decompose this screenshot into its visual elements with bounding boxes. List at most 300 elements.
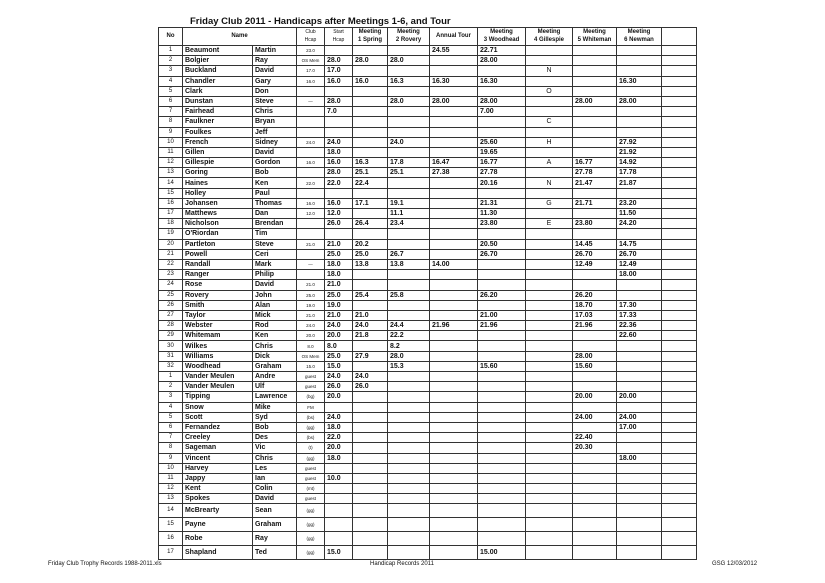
spare-cell <box>662 504 697 518</box>
table-row <box>159 453 697 463</box>
meeting-5-cell <box>573 504 617 518</box>
meeting-1-cell <box>353 270 388 280</box>
spare-cell <box>662 107 697 117</box>
first-name-cell: David <box>253 66 297 76</box>
meeting-4-cell <box>526 239 573 249</box>
row-number-cell: 2 <box>159 56 183 66</box>
meeting-4-cell <box>526 463 573 473</box>
start-hcap-cell: 20.0 <box>325 392 353 402</box>
spare-cell <box>662 392 697 402</box>
start-hcap-cell <box>325 86 353 96</box>
table-row <box>159 300 697 310</box>
start-hcap-cell: 21.0 <box>325 280 353 290</box>
meeting-2-cell: 13.8 <box>388 259 430 269</box>
surname-cell: Nicholson <box>183 219 253 229</box>
club-hcap-cell: (gg) <box>297 546 325 560</box>
meeting-2-cell <box>388 117 430 127</box>
annual-tour-cell <box>430 56 478 66</box>
meeting-1-cell: 20.2 <box>353 239 388 249</box>
first-name-cell: Don <box>253 86 297 96</box>
annual-tour-cell <box>430 402 478 412</box>
first-name-cell: Martin <box>253 46 297 56</box>
surname-cell: Gillen <box>183 147 253 157</box>
meeting-5-cell: 22.40 <box>573 433 617 443</box>
surname-cell: Foulkes <box>183 127 253 137</box>
start-hcap-cell: 18.0 <box>325 147 353 157</box>
row-number-cell: 4 <box>159 76 183 86</box>
meeting-6-cell <box>617 361 662 371</box>
meeting-3-cell <box>478 463 526 473</box>
meeting-2-cell: 24.4 <box>388 321 430 331</box>
start-hcap-cell <box>325 229 353 239</box>
spare-cell <box>662 259 697 269</box>
start-hcap-cell <box>325 532 353 546</box>
annual-tour-cell <box>430 137 478 147</box>
first-name-cell: Alan <box>253 300 297 310</box>
meeting-6-cell: 21.87 <box>617 178 662 188</box>
meeting-5-cell: 28.00 <box>573 351 617 361</box>
first-name-cell: Graham <box>253 361 297 371</box>
club-hcap-cell <box>297 107 325 117</box>
annual-tour-cell <box>430 473 478 483</box>
club-hcap-cell: 15.0 <box>297 361 325 371</box>
meeting-5-cell: 23.80 <box>573 219 617 229</box>
meeting-3-cell: 26.20 <box>478 290 526 300</box>
first-name-cell: Brendan <box>253 219 297 229</box>
first-name-cell: Sean <box>253 504 297 518</box>
first-name-cell: Dick <box>253 351 297 361</box>
spare-cell <box>662 351 697 361</box>
surname-cell: Vincent <box>183 453 253 463</box>
spare-cell <box>662 280 697 290</box>
club-hcap-cell: guest <box>297 463 325 473</box>
meeting-4-cell <box>526 422 573 432</box>
surname-cell: Matthews <box>183 209 253 219</box>
meeting-4-cell <box>526 259 573 269</box>
table-row <box>159 351 697 361</box>
first-name-cell: Jeff <box>253 127 297 137</box>
meeting-6-cell <box>617 463 662 473</box>
meeting-3-cell <box>478 188 526 198</box>
meeting-1-cell: 25.0 <box>353 249 388 259</box>
meeting-6-cell <box>617 117 662 127</box>
table-row <box>159 249 697 259</box>
meeting-1-cell <box>353 188 388 198</box>
spare-cell <box>662 158 697 168</box>
spare-cell <box>662 86 697 96</box>
surname-cell: Ranger <box>183 270 253 280</box>
club-hcap-cell <box>297 219 325 229</box>
spare-cell <box>662 209 697 219</box>
meeting-2-cell: 28.0 <box>388 96 430 106</box>
meeting-6-cell <box>617 351 662 361</box>
meeting-2-cell <box>388 107 430 117</box>
annual-tour-cell <box>430 433 478 443</box>
meeting-6-cell <box>617 494 662 504</box>
meeting-2-cell <box>388 310 430 320</box>
meeting-6-cell: 23.20 <box>617 198 662 208</box>
surname-cell: Woodhead <box>183 361 253 371</box>
row-number-cell: 14 <box>159 178 183 188</box>
annual-tour-cell: 16.30 <box>430 76 478 86</box>
first-name-cell: Ted <box>253 546 297 560</box>
meeting-3-cell: 20.16 <box>478 178 526 188</box>
club-hcap-cell: 25.0 <box>297 290 325 300</box>
meeting-1-cell <box>353 518 388 532</box>
meeting-3-cell: 16.30 <box>478 76 526 86</box>
start-hcap-cell <box>325 127 353 137</box>
meeting-2-cell: 22.2 <box>388 331 430 341</box>
row-number-cell: 17 <box>159 209 183 219</box>
meeting-1-cell: 21.8 <box>353 331 388 341</box>
first-name-cell: Tim <box>253 229 297 239</box>
spare-cell <box>662 484 697 494</box>
surname-cell: Beaumont <box>183 46 253 56</box>
start-hcap-cell: 25.0 <box>325 351 353 361</box>
annual-tour-cell <box>430 280 478 290</box>
spare-cell <box>662 229 697 239</box>
surname-cell: Vander Meulen <box>183 382 253 392</box>
surname-cell: O'Riordan <box>183 229 253 239</box>
meeting-3-cell <box>478 453 526 463</box>
meeting-5-cell <box>573 463 617 473</box>
row-number-cell: 12 <box>159 484 183 494</box>
meeting-2-cell <box>388 412 430 422</box>
spare-cell <box>662 178 697 188</box>
meeting-5-cell <box>573 107 617 117</box>
meeting-1-cell: 24.0 <box>353 321 388 331</box>
meeting-5-cell: 24.00 <box>573 412 617 422</box>
meeting-1-cell: 16.0 <box>353 76 388 86</box>
surname-cell: Snow <box>183 402 253 412</box>
first-name-cell: Thomas <box>253 198 297 208</box>
table-row <box>159 341 697 351</box>
spare-cell <box>662 433 697 443</box>
spare-cell <box>662 66 697 76</box>
meeting-5-cell: 18.70 <box>573 300 617 310</box>
surname-cell: Creeley <box>183 433 253 443</box>
surname-cell: Sageman <box>183 443 253 453</box>
meeting-5-cell: 21.47 <box>573 178 617 188</box>
club-hcap-cell: 24.0 <box>297 321 325 331</box>
club-hcap-cell <box>297 127 325 137</box>
spare-cell <box>662 290 697 300</box>
meeting-3-cell <box>478 86 526 96</box>
table-row <box>159 239 697 249</box>
row-number-cell: 12 <box>159 158 183 168</box>
annual-tour-cell <box>430 331 478 341</box>
annual-tour-cell <box>430 127 478 137</box>
meeting-1-cell <box>353 66 388 76</box>
meeting-5-cell <box>573 147 617 157</box>
col-meeting-2: Meeting 2 Rovery <box>388 28 430 46</box>
meeting-1-cell <box>353 209 388 219</box>
meeting-2-cell <box>388 66 430 76</box>
meeting-2-cell: 19.1 <box>388 198 430 208</box>
annual-tour-cell <box>430 463 478 473</box>
meeting-6-cell <box>617 46 662 56</box>
meeting-3-cell: 26.70 <box>478 249 526 259</box>
table-row <box>159 546 697 560</box>
meeting-4-cell <box>526 331 573 341</box>
spare-cell <box>662 321 697 331</box>
table-row <box>159 259 697 269</box>
start-hcap-cell: 28.0 <box>325 168 353 178</box>
row-number-cell: 2 <box>159 382 183 392</box>
meeting-6-cell: 24.00 <box>617 412 662 422</box>
meeting-6-cell <box>617 290 662 300</box>
club-hcap-cell <box>297 147 325 157</box>
meeting-6-cell <box>617 443 662 453</box>
meeting-4-cell <box>526 443 573 453</box>
footer-filename: Friday Club Trophy Records 1988-2011.xls <box>48 561 162 567</box>
club-hcap-cell: 16.0 <box>297 158 325 168</box>
annual-tour-cell <box>430 66 478 76</box>
row-number-cell: 30 <box>159 341 183 351</box>
row-number-cell: 10 <box>159 463 183 473</box>
row-number-cell: 10 <box>159 137 183 147</box>
meeting-4-cell <box>526 168 573 178</box>
start-hcap-cell <box>325 463 353 473</box>
start-hcap-cell: 20.0 <box>325 331 353 341</box>
row-number-cell: 8 <box>159 117 183 127</box>
annual-tour-cell <box>430 453 478 463</box>
surname-cell: Scott <box>183 412 253 422</box>
annual-tour-cell <box>430 310 478 320</box>
spare-cell <box>662 249 697 259</box>
meeting-6-cell <box>617 127 662 137</box>
club-hcap-cell: (gg) <box>297 453 325 463</box>
meeting-2-cell <box>388 422 430 432</box>
meeting-5-cell <box>573 127 617 137</box>
meeting-4-cell <box>526 392 573 402</box>
spare-cell <box>662 463 697 473</box>
table-row <box>159 56 697 66</box>
table-row <box>159 96 697 106</box>
spare-cell <box>662 341 697 351</box>
meeting-2-cell <box>388 402 430 412</box>
meeting-6-cell: 17.33 <box>617 310 662 320</box>
table-row <box>159 107 697 117</box>
spare-cell <box>662 56 697 66</box>
surname-cell: Chandler <box>183 76 253 86</box>
meeting-1-cell <box>353 546 388 560</box>
table-row <box>159 188 697 198</box>
club-hcap-cell <box>297 86 325 96</box>
meeting-5-cell <box>573 518 617 532</box>
meeting-5-cell: 28.00 <box>573 96 617 106</box>
row-number-cell: 1 <box>159 372 183 382</box>
row-number-cell: 8 <box>159 443 183 453</box>
meeting-2-cell <box>388 463 430 473</box>
surname-cell: Taylor <box>183 310 253 320</box>
meeting-3-cell <box>478 382 526 392</box>
annual-tour-cell <box>430 392 478 402</box>
surname-cell: French <box>183 137 253 147</box>
meeting-1-cell <box>353 96 388 106</box>
meeting-3-cell <box>478 331 526 341</box>
start-hcap-cell <box>325 518 353 532</box>
meeting-2-cell <box>388 433 430 443</box>
surname-cell: Whitemam <box>183 331 253 341</box>
meeting-1-cell <box>353 46 388 56</box>
row-number-cell: 16 <box>159 198 183 208</box>
meeting-3-cell <box>478 433 526 443</box>
table-row <box>159 310 697 320</box>
meeting-3-cell: 15.60 <box>478 361 526 371</box>
spare-cell <box>662 300 697 310</box>
annual-tour-cell <box>430 341 478 351</box>
meeting-3-cell <box>478 532 526 546</box>
meeting-5-cell <box>573 229 617 239</box>
meeting-3-cell <box>478 351 526 361</box>
first-name-cell: Andre <box>253 372 297 382</box>
meeting-3-cell <box>478 259 526 269</box>
spare-cell <box>662 137 697 147</box>
spare-cell <box>662 518 697 532</box>
meeting-6-cell <box>617 56 662 66</box>
meeting-4-cell <box>526 209 573 219</box>
first-name-cell: Philip <box>253 270 297 280</box>
first-name-cell: Les <box>253 463 297 473</box>
surname-cell: Fairhead <box>183 107 253 117</box>
annual-tour-cell <box>430 147 478 157</box>
annual-tour-cell <box>430 229 478 239</box>
surname-cell: Holley <box>183 188 253 198</box>
annual-tour-cell <box>430 361 478 371</box>
meeting-5-cell <box>573 86 617 96</box>
first-name-cell: Graham <box>253 518 297 532</box>
meeting-4-cell: E <box>526 219 573 229</box>
meeting-2-cell <box>388 518 430 532</box>
row-number-cell: 11 <box>159 473 183 483</box>
meeting-6-cell: 11.50 <box>617 209 662 219</box>
meeting-5-cell <box>573 532 617 546</box>
first-name-cell: Chris <box>253 341 297 351</box>
start-hcap-cell: 16.0 <box>325 76 353 86</box>
row-number-cell: 6 <box>159 422 183 432</box>
meeting-3-cell: 28.00 <box>478 56 526 66</box>
spare-cell <box>662 412 697 422</box>
meeting-3-cell: 27.78 <box>478 168 526 178</box>
surname-cell: Wilkes <box>183 341 253 351</box>
first-name-cell: Syd <box>253 412 297 422</box>
start-hcap-cell: 24.0 <box>325 412 353 422</box>
meeting-1-cell <box>353 392 388 402</box>
table-row <box>159 361 697 371</box>
meeting-1-cell: 13.8 <box>353 259 388 269</box>
meeting-1-cell <box>353 402 388 412</box>
annual-tour-cell: 28.00 <box>430 96 478 106</box>
row-number-cell: 21 <box>159 249 183 259</box>
first-name-cell: Paul <box>253 188 297 198</box>
club-hcap-cell: 21.0 <box>297 310 325 320</box>
meeting-3-cell <box>478 66 526 76</box>
annual-tour-cell <box>430 188 478 198</box>
meeting-3-cell <box>478 504 526 518</box>
meeting-2-cell <box>388 46 430 56</box>
meeting-4-cell <box>526 107 573 117</box>
table-row <box>159 117 697 127</box>
meeting-4-cell: N <box>526 66 573 76</box>
meeting-3-cell <box>478 473 526 483</box>
table-row <box>159 46 697 56</box>
annual-tour-cell <box>430 532 478 546</box>
table-row <box>159 484 697 494</box>
row-number-cell: 25 <box>159 290 183 300</box>
table-row <box>159 178 697 188</box>
meeting-3-cell <box>478 270 526 280</box>
annual-tour-cell <box>430 249 478 259</box>
meeting-1-cell: 26.0 <box>353 382 388 392</box>
col-meeting-3: Meeting 3 Woodhead <box>478 28 526 46</box>
meeting-5-cell: 20.00 <box>573 392 617 402</box>
first-name-cell: Lawrence <box>253 392 297 402</box>
meeting-2-cell <box>388 372 430 382</box>
meeting-3-cell: 21.96 <box>478 321 526 331</box>
meeting-5-cell <box>573 117 617 127</box>
first-name-cell: Gordon <box>253 158 297 168</box>
surname-cell: Kent <box>183 484 253 494</box>
start-hcap-cell <box>325 117 353 127</box>
start-hcap-cell: 10.0 <box>325 473 353 483</box>
meeting-6-cell: 26.70 <box>617 249 662 259</box>
meeting-1-cell <box>353 422 388 432</box>
table-row <box>159 321 697 331</box>
row-number-cell: 1 <box>159 46 183 56</box>
meeting-3-cell <box>478 494 526 504</box>
meeting-2-cell <box>388 453 430 463</box>
meeting-3-cell <box>478 518 526 532</box>
meeting-3-cell <box>478 484 526 494</box>
spare-cell <box>662 402 697 412</box>
meeting-1-cell <box>353 107 388 117</box>
first-name-cell: Steve <box>253 96 297 106</box>
club-hcap-cell: 16.0 <box>297 198 325 208</box>
row-number-cell: 7 <box>159 107 183 117</box>
table-row <box>159 168 697 178</box>
meeting-6-cell <box>617 66 662 76</box>
annual-tour-cell: 27.38 <box>430 168 478 178</box>
annual-tour-cell <box>430 351 478 361</box>
meeting-2-cell <box>388 270 430 280</box>
table-row <box>159 127 697 137</box>
club-hcap-cell: 19.0 <box>297 300 325 310</box>
table-row <box>159 229 697 239</box>
spare-cell <box>662 453 697 463</box>
meeting-5-cell <box>573 46 617 56</box>
meeting-5-cell <box>573 270 617 280</box>
meeting-2-cell <box>388 280 430 290</box>
meeting-1-cell <box>353 127 388 137</box>
start-hcap-cell: 20.0 <box>325 443 353 453</box>
meeting-4-cell <box>526 484 573 494</box>
first-name-cell: Gary <box>253 76 297 86</box>
meeting-4-cell: N <box>526 178 573 188</box>
col-spare <box>662 28 697 46</box>
club-hcap-cell: 21.0 <box>297 239 325 249</box>
club-hcap-cell: (bg) <box>297 392 325 402</box>
first-name-cell: Mike <box>253 402 297 412</box>
meeting-1-cell <box>353 494 388 504</box>
meeting-2-cell <box>388 188 430 198</box>
table-row <box>159 473 697 483</box>
start-hcap-cell: 26.0 <box>325 219 353 229</box>
spare-cell <box>662 494 697 504</box>
handicap-table <box>158 27 697 560</box>
row-number-cell: 22 <box>159 259 183 269</box>
meeting-4-cell <box>526 76 573 86</box>
